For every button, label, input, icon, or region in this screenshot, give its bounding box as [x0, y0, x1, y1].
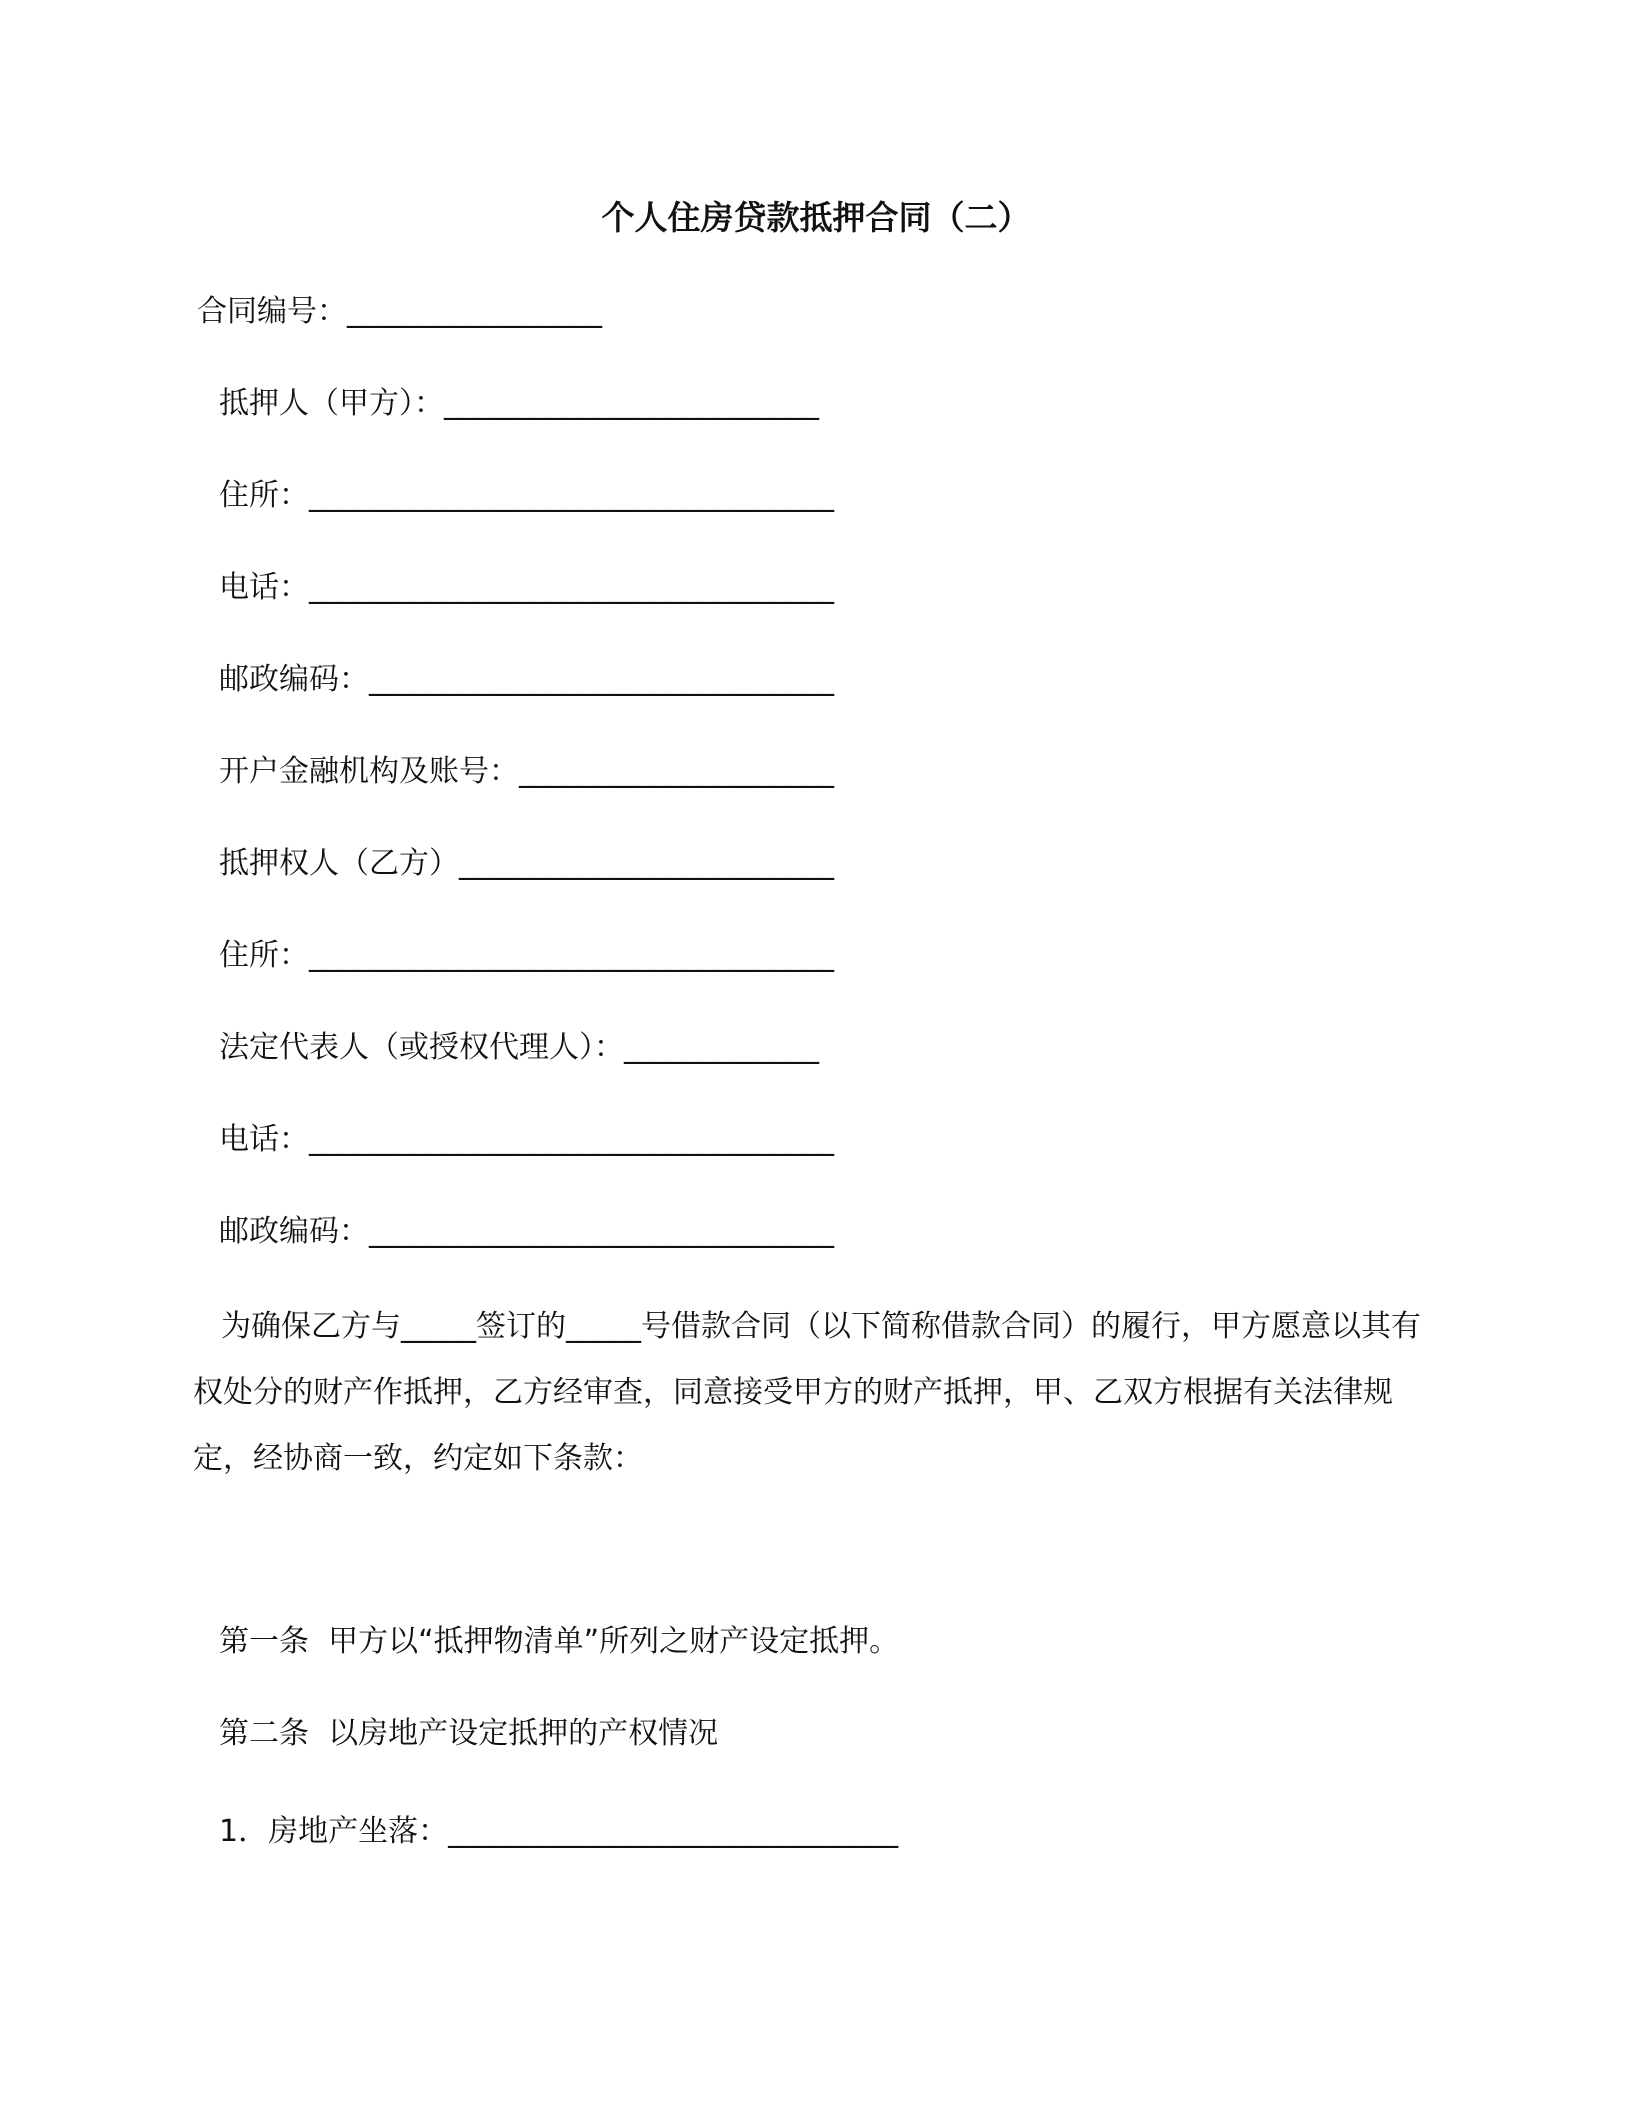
mortgagee-field: 抵押权人（乙方）_________________________: [219, 846, 834, 881]
mortgagee-address-field: 住所：___________________________________: [219, 938, 834, 973]
mortgagor-field: 抵押人（甲方）：_________________________: [219, 386, 819, 421]
mortgagor-phone-field: 电话：___________________________________: [219, 570, 834, 605]
contract-number-field: 合同编号：_________________: [197, 294, 602, 329]
mortgagor-address-field: 住所：___________________________________: [219, 478, 834, 513]
article-2: 第二条 以房地产设定抵押的产权情况: [219, 1716, 719, 1751]
article-2-item-1: 1．房地产坐落：______________________________: [219, 1814, 899, 1849]
preamble-paragraph: 为确保乙方与_____签订的_____号借款合同（以下简称借款合同）的履行，甲方愿意以其有权处分的财产作抵押，乙方经审查，同意接受甲方的财产抵押，甲、乙双方根据有关法律规定，经协商一致，约定如下条款：: [193, 1309, 1421, 1476]
article-1: 第一条 甲方以“抵押物清单”所列之财产设定抵押。: [219, 1624, 900, 1659]
mortgagor-bank-field: 开户金融机构及账号：_____________________: [219, 754, 834, 789]
mortgagee-phone-field: 电话：___________________________________: [219, 1122, 834, 1157]
mortgagee-representative-field: 法定代表人（或授权代理人）：_____________: [219, 1030, 819, 1065]
mortgagor-postcode-field: 邮政编码：_______________________________: [219, 662, 834, 697]
mortgagee-postcode-field: 邮政编码：_______________________________: [219, 1214, 834, 1249]
document-title: 个人住房贷款抵押合同（二）: [601, 198, 1031, 237]
